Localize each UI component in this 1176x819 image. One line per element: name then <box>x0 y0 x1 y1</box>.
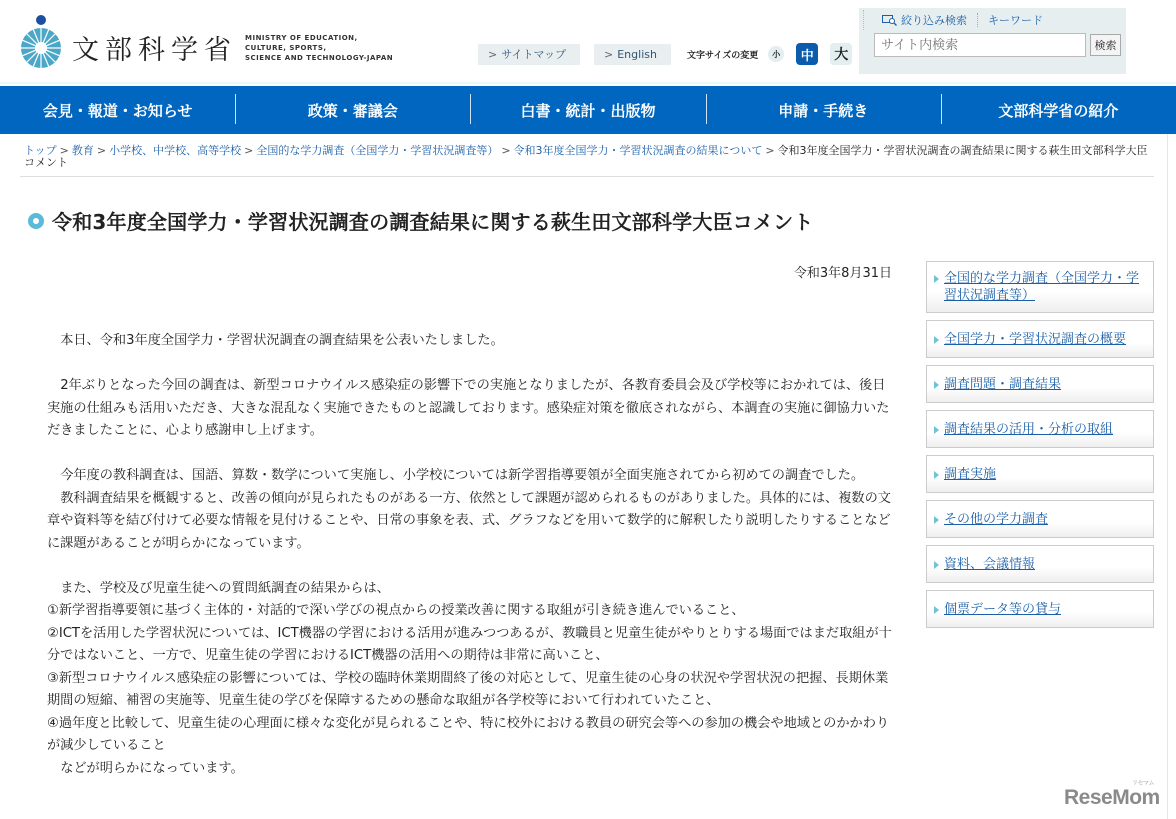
triangle-right-icon <box>934 471 939 479</box>
page-title <box>28 206 814 235</box>
triangle-right-icon <box>934 275 939 283</box>
divider <box>977 13 978 27</box>
site-logo[interactable] <box>18 14 393 70</box>
sitemap-link[interactable] <box>478 44 580 65</box>
side-nav-item-other-tests[interactable] <box>926 500 1154 538</box>
triangle-right-icon <box>934 606 939 614</box>
breadcrumb-separator: > <box>96 144 107 157</box>
breadcrumb-item-r3-results[interactable]: 令和3年度全国学力・学習状況調査の結果について <box>513 144 763 157</box>
side-nav-item-overview[interactable] <box>926 320 1154 358</box>
sitemap-label: サイトマップ <box>501 47 567 61</box>
english-label: English <box>617 47 657 61</box>
site-header <box>0 0 1176 84</box>
side-nav-link[interactable]: 全国学力・学習状況調査の概要 <box>944 331 1127 347</box>
breadcrumb-item-education[interactable]: 教育 <box>71 144 94 157</box>
side-nav-link[interactable]: 全国的な学力調査（全国学力・学習状況調査等） <box>944 271 1140 303</box>
logo-en-line: SCIENCE AND TECHNOLOGY-JAPAN <box>245 54 394 62</box>
triangle-right-icon <box>934 516 939 524</box>
side-nav-item-materials[interactable] <box>926 545 1154 583</box>
side-nav-link[interactable]: 調査実施 <box>944 466 997 482</box>
spacer <box>47 443 892 466</box>
logo-english <box>245 33 393 63</box>
font-size-label: 文字サイズの変更 <box>686 50 759 61</box>
site-search <box>859 8 1126 74</box>
filter-search-icon <box>882 15 898 26</box>
spacer <box>47 555 892 578</box>
list-item: ①新学習指導要領に基づく主体的・対話的で深い学びの視点からの授業改善に関する取組が引き続き進んでいること、 <box>47 603 745 618</box>
side-nav-link[interactable]: 個票データ等の貸与 <box>944 601 1062 617</box>
filter-search-label: 絞り込み検索 <box>901 14 967 27</box>
paragraph: 今年度の教科調査は、国語、算数・数学について実施し、小学校については新学習指導要領が全面実施されてから初めての調査でした。 <box>60 468 865 483</box>
resemom-watermark <box>1064 781 1160 810</box>
closing-text: などが明らかになっています。 <box>60 760 244 776</box>
english-link[interactable] <box>594 44 671 65</box>
paragraph: 教科調査結果を概観すると、改善の傾向が見られたものがある一方、依然として課題が認められるものがありました。具体的には、複数の文章や資料等を結び付けて必要な情報を見付けることや、日常の事象を表、式、グラフなどを用いて数学的に解釈したり説明したりすることなどに課題があることが明らかになっています。 <box>47 490 891 551</box>
search-tabs <box>863 10 1126 30</box>
chevron-right-icon: > <box>488 47 498 61</box>
list-item: ②ICTを活用した学習状況については、ICT機器の学習における活用が進みつつあるが、教職員と児童生徒がやりとりする場面ではまだ取組が十分ではないこと、一方で、児童生徒の学習におけるICT機器の活用への期待は非常に高いこと、 <box>47 625 892 663</box>
breadcrumb-current: 令和3年度全国学力・学習状況調査の調査結果に関する萩生田文部科学大臣コメント <box>24 144 1148 169</box>
logo-en-line: MINISTRY OF EDUCATION, <box>245 34 358 42</box>
triangle-right-icon <box>934 381 939 389</box>
side-nav-link[interactable]: その他の学力調査 <box>944 511 1049 527</box>
side-nav-item-national-test[interactable] <box>926 261 1154 313</box>
divider <box>20 176 1154 177</box>
nav-item-applications[interactable]: 申請・手続き <box>706 100 941 121</box>
publish-date: 令和3年8月31日 <box>793 266 892 281</box>
breadcrumb-item-schools[interactable]: 小学校、中学校、高等学校 <box>109 144 242 157</box>
breadcrumb-item-national-test[interactable]: 全国的な学力調査（全国学力・学習状況調査等） <box>256 144 499 157</box>
watermark-text: ReseMom <box>1064 786 1160 809</box>
side-nav-link[interactable]: 調査問題・調査結果 <box>944 376 1062 392</box>
search-button[interactable]: 検索 <box>1090 34 1121 56</box>
list-item: ③新型コロナウイルス感染症の影響については、学校の臨時休業期間終了後の対応として、児童生徒の心身の状況や学習状況の把握、長期休業期間の短縮、補習の実施等、児童生徒の学びを保障するための懸命な取組が各学校等において行われていたこと、 <box>47 670 889 708</box>
side-nav-link[interactable]: 資料、会議情報 <box>944 556 1036 572</box>
logo-en-line: CULTURE, SPORTS, <box>245 44 327 52</box>
page-title-text: 令和3年度全国学力・学習状況調査の調査結果に関する萩生田文部科学大臣コメント <box>52 210 814 234</box>
list-item: ④過年度と比較して、児童生徒の心理面に様々な変化が見られることや、特に校外における教員の研究会等への参加の機会や地域とのかかわりが減少していること <box>47 715 890 753</box>
paragraph: また、学校及び児童生徒への質問紙調査の結果からは、 <box>60 580 390 596</box>
paragraph: 本日、令和3年度全国学力・学習状況調査の調査結果を公表いたしました。 <box>60 333 504 348</box>
font-size-medium-button[interactable]: 中 <box>796 43 818 65</box>
utility-links <box>478 43 864 65</box>
side-nav-item-implementation[interactable] <box>926 455 1154 493</box>
watermark-kana: リセマム <box>1132 781 1154 787</box>
search-input[interactable] <box>874 33 1086 57</box>
divider <box>1167 134 1168 819</box>
nav-item-publications[interactable]: 白書・統計・出版物 <box>470 100 705 121</box>
breadcrumb <box>24 145 1154 169</box>
side-nav-item-analysis[interactable] <box>926 410 1154 448</box>
side-nav-item-data-lending[interactable] <box>926 590 1154 628</box>
side-nav-item-questions-results[interactable] <box>926 365 1154 403</box>
breadcrumb-separator: > <box>765 144 775 157</box>
breadcrumb-item-top[interactable]: トップ <box>24 144 57 157</box>
breadcrumb-separator: > <box>59 144 69 157</box>
triangle-right-icon <box>934 561 939 569</box>
nav-item-about[interactable]: 文部科学省の紹介 <box>941 100 1176 121</box>
side-nav-link[interactable]: 調査結果の活用・分析の取組 <box>944 421 1114 437</box>
bullet-circle-icon <box>28 213 44 229</box>
font-size-large-button[interactable]: 大 <box>830 43 852 65</box>
logo-title: 文部科学省 <box>72 34 237 66</box>
triangle-right-icon <box>934 336 939 344</box>
global-nav <box>0 86 1176 134</box>
nav-item-policy[interactable]: 政策・審議会 <box>235 100 470 121</box>
breadcrumb-separator: > <box>244 144 254 157</box>
chevron-right-icon: > <box>604 47 614 61</box>
paragraph: 2年ぶりとなった今回の調査は、新型コロナウイルス感染症の影響下での実施となりましたが、各教育委員会及び学校等におかれては、後日実施の仕組みも活用いただき、大きな混乱なく実施できたものと認識しております。感染症対策を徹底されながら、本調査の実施に御協力いただきましたことに、心より感謝申し上げます。 <box>47 378 890 438</box>
triangle-right-icon <box>934 426 939 434</box>
ministry-emblem-icon <box>18 14 64 70</box>
side-nav <box>926 261 1154 635</box>
filter-search-tab[interactable] <box>882 12 967 28</box>
article-body <box>47 330 892 780</box>
keyword-tab[interactable]: キーワード <box>988 14 1043 27</box>
spacer <box>47 353 892 376</box>
breadcrumb-separator: > <box>501 144 511 157</box>
font-size-small-button[interactable]: 小 <box>768 46 784 62</box>
nav-item-press[interactable]: 会見・報道・お知らせ <box>42 101 193 120</box>
